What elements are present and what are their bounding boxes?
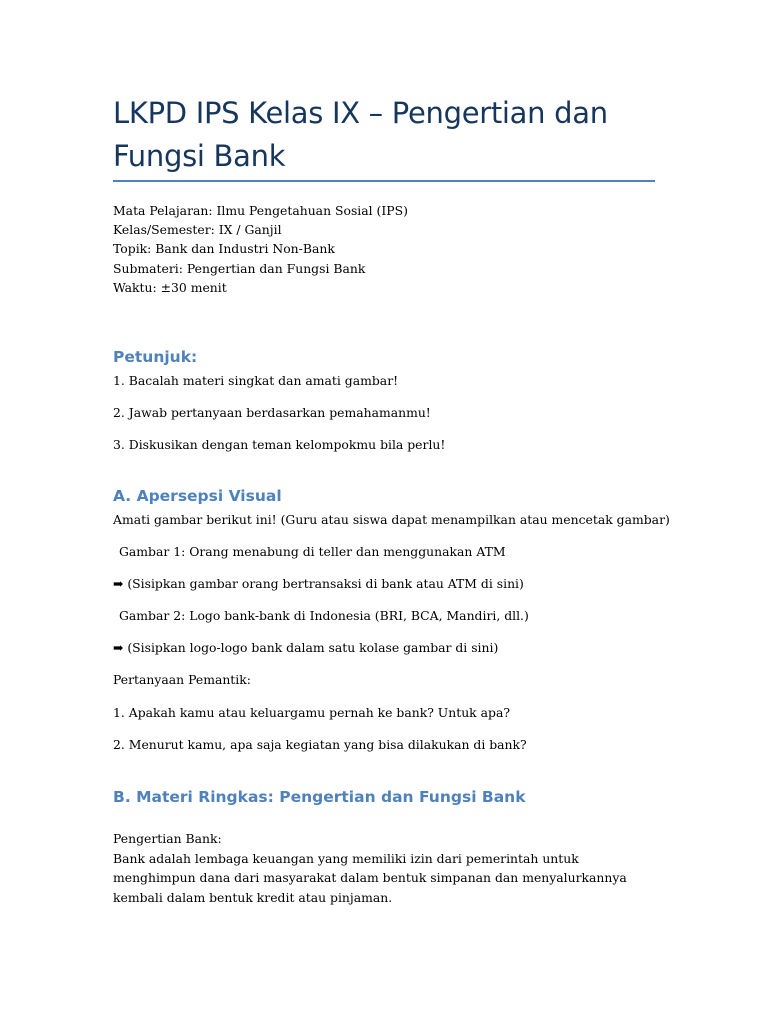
pertanyaan-pemantik-label: Pertanyaan Pemantik: <box>113 672 251 687</box>
petunjuk-heading: Petunjuk: <box>113 348 198 366</box>
document-title: LKPD IPS Kelas IX – Pengertian dan Fungsi Bank <box>113 96 608 173</box>
pertanyaan-item: 2. Menurut kamu, apa saja kegiatan yang bisa dilakukan di bank? <box>113 737 527 752</box>
pengertian-bank-text: Bank adalah lembaga keuangan yang memiliki izin dari pemerintah untuk menghimpun dana dari masyarakat dalam bentuk simpanan dan menyalurkannya kembali dalam bentuk kredit atau pinjaman. <box>113 850 627 905</box>
meta-subject: Mata Pelajaran: Ilmu Pengetahuan Sosial (IPS) <box>113 203 408 218</box>
petunjuk-item: 2. Jawab pertanyaan berdasarkan pemahamanmu! <box>113 405 431 420</box>
pengertian-bank-block <box>113 829 658 907</box>
meta-topic: Topik: Bank dan Industri Non-Bank <box>113 241 335 257</box>
gambar-1-placeholder-note: ➡ (Sisipkan gambar orang bertransaksi di bank atau ATM di sini) <box>113 576 524 591</box>
meta-class-semester: Kelas/Semester: IX / Ganjil <box>113 222 282 238</box>
section-a-heading: A. Apersepsi Visual <box>113 487 282 505</box>
pertanyaan-item: 1. Apakah kamu atau keluargamu pernah ke bank? Untuk apa? <box>113 705 510 720</box>
petunjuk-item: 3. Diskusikan dengan teman kelompokmu bila perlu! <box>113 437 446 452</box>
title-divider <box>113 180 655 182</box>
gambar-2-caption: Gambar 2: Logo bank-bank di Indonesia (BRI, BCA, Mandiri, dll.) <box>119 608 529 623</box>
meta-duration: Waktu: ±30 menit <box>113 279 227 295</box>
pengertian-bank-label: Pengertian Bank: <box>113 831 222 846</box>
gambar-2-placeholder-note: ➡ (Sisipkan logo-logo bank dalam satu kolase gambar di sini) <box>113 640 499 655</box>
gambar-1-caption: Gambar 1: Orang menabung di teller dan menggunakan ATM <box>119 544 506 559</box>
section-a-intro: Amati gambar berikut ini! (Guru atau siswa dapat menampilkan atau mencetak gambar) <box>113 512 670 527</box>
meta-subtopic: Submateri: Pengertian dan Fungsi Bank <box>113 260 366 276</box>
petunjuk-item: 1. Bacalah materi singkat dan amati gambar! <box>113 373 399 388</box>
section-b-heading: B. Materi Ringkas: Pengertian dan Fungsi Bank <box>113 788 526 806</box>
document-meta <box>113 201 408 297</box>
